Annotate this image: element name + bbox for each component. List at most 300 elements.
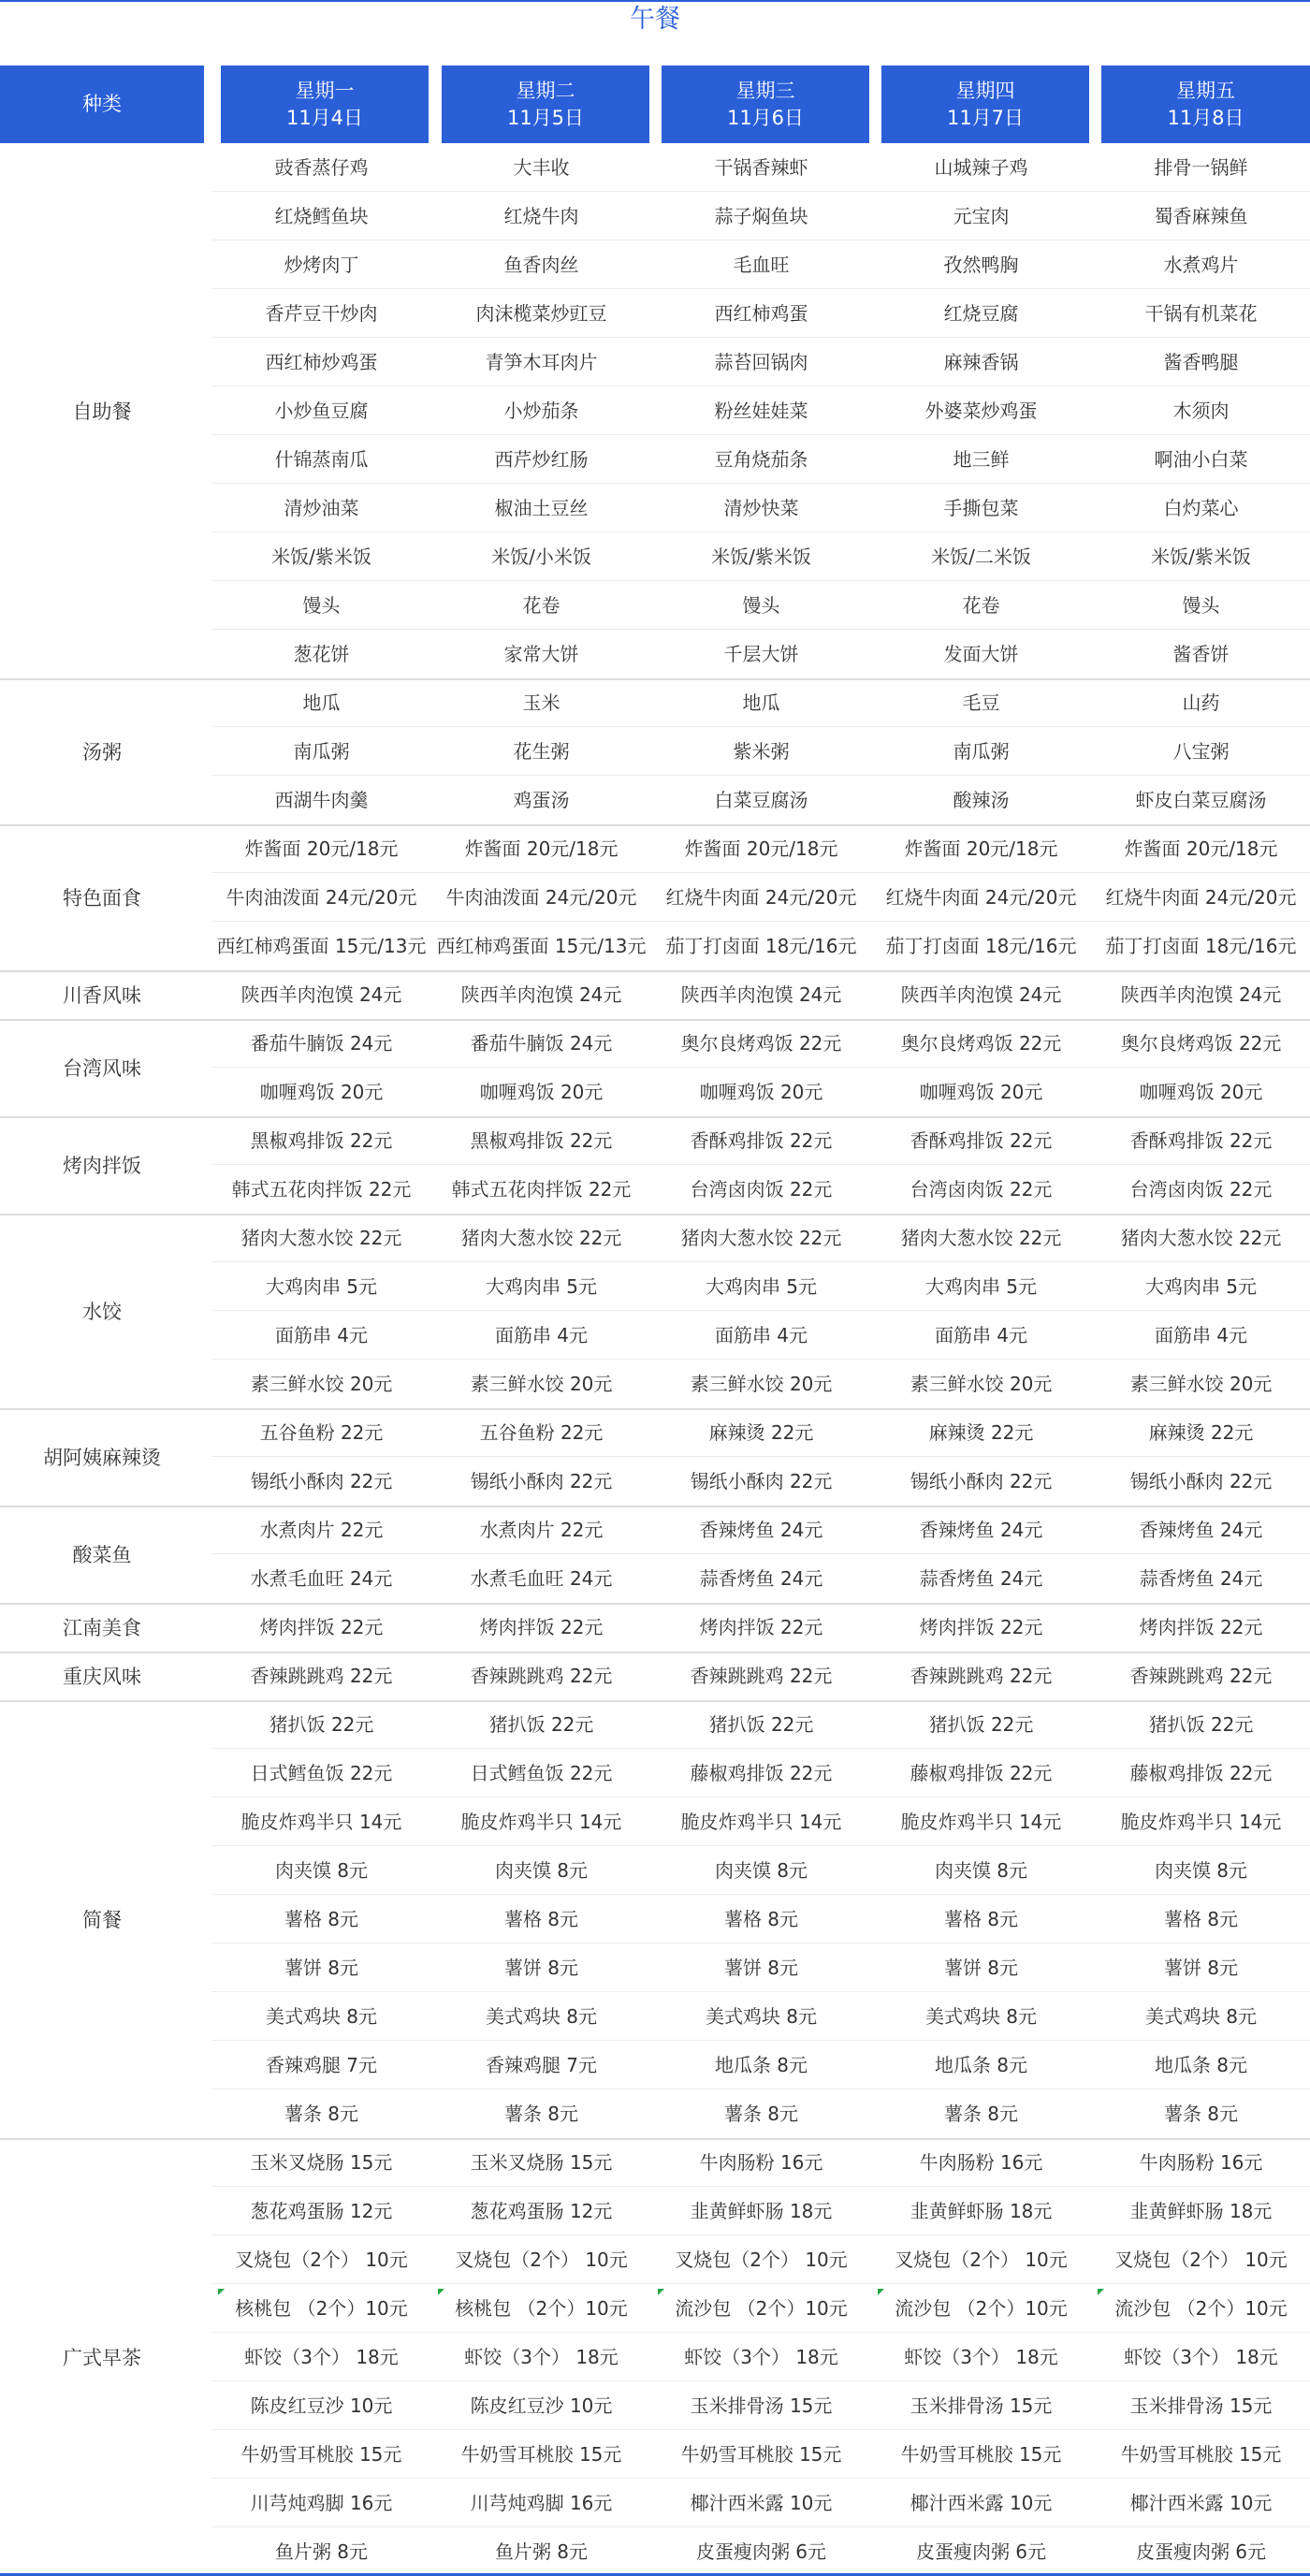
menu-group	[0, 143, 1310, 678]
table-row	[211, 1214, 1310, 1262]
menu-item: 小炒茄条	[503, 400, 579, 422]
table-row	[211, 484, 1310, 532]
category-label: 胡阿姨麻辣烫	[43, 1447, 161, 1469]
menu-item: 炸酱面 20元/18元	[1124, 837, 1278, 860]
menu-item: 水煮肉片 22元	[479, 1519, 604, 1541]
menu-item: 西芹炒红肠	[494, 448, 589, 471]
menu-item: 奥尔良烤鸡饭 22元	[1120, 1032, 1282, 1055]
menu-item: 白菜豆腐汤	[714, 789, 808, 811]
menu-item: 薯格 8元	[1163, 1908, 1239, 1930]
menu-item: 黑椒鸡排饭 22元	[250, 1129, 393, 1152]
header-weekday: 星期一	[295, 79, 355, 102]
menu-item: 脆皮炸鸡半只 14元	[680, 1811, 842, 1833]
menu-item: 素三鲜水饺 20元	[1129, 1373, 1273, 1395]
menu-item: 五谷鱼粉 22元	[479, 1421, 604, 1444]
header-date: 11月4日	[285, 106, 364, 129]
header-date: 11月6日	[726, 106, 805, 129]
menu-item: 麻辣烫 22元	[708, 1421, 814, 1444]
menu-item: 陕西羊肉泡馍 24元	[460, 983, 622, 1006]
menu-item: 虾饺（3个） 18元	[244, 2346, 399, 2368]
menu-item: 韩式五花肉拌饭 22元	[231, 1178, 412, 1201]
table-row	[211, 1019, 1310, 1068]
menu-item: 鱼片粥 8元	[494, 2540, 589, 2563]
menu-item: 西红柿炒鸡蛋	[265, 351, 378, 373]
menu-item: 白灼菜心	[1163, 497, 1239, 519]
menu-item: 葱花鸡蛋肠 12元	[470, 2200, 613, 2222]
menu-item: 发面大饼	[943, 643, 1019, 665]
menu-item: 香酥鸡排饭 22元	[690, 1129, 833, 1152]
menu-item: 虾饺（3个） 18元	[464, 2346, 619, 2368]
menu-item: 薯条 8元	[1163, 2103, 1239, 2125]
menu-item: 烤肉拌饭 22元	[479, 1616, 604, 1638]
menu-item: 玉米排骨汤 15元	[1129, 2394, 1273, 2417]
header-date: 11月7日	[946, 106, 1025, 129]
table-row	[211, 2479, 1310, 2527]
menu-item: 流沙包 （2个）10元	[895, 2297, 1068, 2320]
table-row	[211, 630, 1310, 678]
menu-item: 牛肉肠粉 16元	[1139, 2151, 1263, 2174]
menu-item: 青笋木耳肉片	[485, 351, 598, 373]
menu-item: 脆皮炸鸡半只 14元	[900, 1811, 1062, 1833]
menu-item: 锡纸小酥肉 22元	[1129, 1470, 1273, 1492]
menu-item: 茄丁打卤面 18元/16元	[665, 935, 857, 957]
menu-item: 地瓜	[302, 691, 341, 714]
menu-group	[0, 1603, 1310, 1652]
menu-item: 虾饺（3个） 18元	[684, 2346, 838, 2368]
cell-comment-marker	[658, 2289, 664, 2295]
menu-item: 水煮肉片 22元	[259, 1519, 384, 1541]
menu-group	[0, 1214, 1310, 1408]
menu-item: 香辣烤鱼 24元	[919, 1519, 1043, 1541]
menu-item: 香辣烤鱼 24元	[699, 1519, 823, 1541]
menu-group	[0, 1408, 1310, 1506]
menu-item: 黑椒鸡排饭 22元	[470, 1129, 613, 1152]
menu-item: 藤椒鸡排饭 22元	[1129, 1762, 1273, 1784]
menu-item: 薯条 8元	[723, 2103, 799, 2125]
table-row	[211, 970, 1310, 1019]
menu-item: 蒜香烤鱼 24元	[919, 1567, 1043, 1590]
menu-item: 西红柿鸡蛋	[714, 302, 808, 325]
table-row	[211, 1311, 1310, 1360]
menu-item: 炒烤肉丁	[284, 254, 359, 276]
table-row	[211, 1797, 1310, 1846]
menu-item: 大鸡肉串 5元	[265, 1275, 378, 1298]
menu-group	[0, 678, 1310, 824]
menu-item: 台湾卤肉饭 22元	[690, 1178, 833, 1201]
table-row	[211, 2527, 1310, 2576]
category-label: 特色面食	[63, 887, 141, 910]
menu-item: 薯饼 8元	[723, 1957, 799, 1979]
menu-item: 陈皮红豆沙 10元	[470, 2394, 613, 2417]
menu-item: 麻辣烫 22元	[1148, 1421, 1254, 1444]
menu-item: 牛肉肠粉 16元	[699, 2151, 823, 2174]
header-category	[0, 65, 204, 143]
menu-group	[0, 1506, 1310, 1603]
menu-item: 肉夹馍 8元	[1154, 1859, 1248, 1882]
menu-item: 孜然鸭胸	[943, 254, 1019, 276]
menu-item: 面筋串 4元	[274, 1324, 369, 1346]
menu-item: 咖喱鸡饭 20元	[699, 1081, 823, 1103]
menu-group	[0, 824, 1310, 970]
menu-item: 米饭/紫米饭	[1151, 546, 1251, 568]
menu-item: 蒜香烤鱼 24元	[1139, 1567, 1263, 1590]
menu-item: 牛奶雪耳桃胶 15元	[900, 2443, 1062, 2466]
menu-item: 大鸡肉串 5元	[924, 1275, 1038, 1298]
header-day-1	[221, 65, 429, 143]
menu-item: 大鸡肉串 5元	[1144, 1275, 1258, 1298]
menu-item: 馒头	[302, 594, 341, 617]
header-category-label: 种类	[82, 93, 122, 115]
menu-item: 素三鲜水饺 20元	[910, 1373, 1053, 1395]
menu-item: 薯格 8元	[284, 1908, 359, 1930]
menu-item: 大鸡肉串 5元	[485, 1275, 598, 1298]
table-row	[211, 1846, 1310, 1895]
header-day-4	[881, 65, 1089, 143]
table-row	[211, 873, 1310, 922]
menu-item: 叉烧包（2个） 10元	[235, 2249, 408, 2271]
table-row	[211, 1943, 1310, 1992]
menu-item: 美式鸡块 8元	[485, 2005, 598, 2028]
menu-item: 家常大饼	[503, 643, 579, 665]
menu-item: 山城辣子鸡	[934, 156, 1028, 179]
menu-item: 流沙包 （2个）10元	[675, 2297, 848, 2320]
menu-item: 什锦蒸南瓜	[274, 448, 369, 471]
menu-item: 陈皮红豆沙 10元	[250, 2394, 393, 2417]
header-date: 11月8日	[1167, 106, 1244, 129]
menu-item: 咖喱鸡饭 20元	[919, 1081, 1043, 1103]
menu-item: 薯条 8元	[503, 2103, 579, 2125]
menu-item: 玉米排骨汤 15元	[910, 2394, 1053, 2417]
table-row	[211, 776, 1310, 824]
menu-item: 酱香鸭腿	[1163, 351, 1239, 373]
menu-item: 香辣跳跳鸡 22元	[690, 1665, 833, 1687]
menu-item: 米饭/紫米饭	[271, 546, 371, 568]
menu-item: 美式鸡块 8元	[265, 2005, 378, 2028]
menu-item: 薯格 8元	[943, 1908, 1019, 1930]
header-day-5	[1101, 65, 1310, 143]
menu-item: 香辣鸡腿 7元	[265, 2054, 378, 2076]
category-label: 广式早茶	[63, 2347, 141, 2369]
table-row	[211, 1700, 1310, 1749]
menu-item: 山药	[1182, 691, 1220, 714]
menu-item: 炸酱面 20元/18元	[244, 837, 399, 860]
menu-item: 椰汁西米露 10元	[910, 2492, 1053, 2514]
menu-item: 西湖牛肉羹	[274, 789, 369, 811]
menu-item: 毛豆	[962, 691, 1000, 714]
menu-item: 香酥鸡排饭 22元	[910, 1129, 1053, 1152]
category-label: 自助餐	[72, 400, 132, 423]
menu-item: 美式鸡块 8元	[705, 2005, 818, 2028]
category-label: 酸菜鱼	[72, 1544, 132, 1566]
menu-item: 毛血旺	[733, 254, 790, 276]
menu-item: 素三鲜水饺 20元	[470, 1373, 613, 1395]
category-label: 川香风味	[63, 984, 141, 1007]
menu-item: 薯条 8元	[943, 2103, 1019, 2125]
menu-item: 牛奶雪耳桃胶 15元	[240, 2443, 402, 2466]
menu-table-body	[0, 143, 1310, 2576]
menu-item: 猪扒饭 22元	[708, 1713, 814, 1736]
menu-item: 牛肉油泼面 24元/20元	[445, 886, 637, 909]
menu-item: 陕西羊肉泡馍 24元	[680, 983, 842, 1006]
menu-item: 锡纸小酥肉 22元	[910, 1470, 1053, 1492]
menu-item: 咖喱鸡饭 20元	[259, 1081, 384, 1103]
menu-item: 蒜香烤鱼 24元	[699, 1567, 823, 1590]
menu-item: 八宝粥	[1172, 740, 1230, 763]
category-label: 江南美食	[63, 1617, 141, 1639]
menu-item: 薯条 8元	[284, 2103, 359, 2125]
menu-item: 奥尔良烤鸡饭 22元	[900, 1032, 1062, 1055]
menu-item: 玉米叉烧肠 15元	[250, 2151, 393, 2174]
menu-item: 鸡蛋汤	[513, 789, 570, 811]
menu-group	[0, 1116, 1310, 1214]
table-row	[211, 1360, 1310, 1408]
menu-item: 牛奶雪耳桃胶 15元	[680, 2443, 842, 2466]
cell-comment-marker	[438, 2289, 444, 2295]
menu-item: 猪肉大葱水饺 22元	[900, 1227, 1062, 1249]
table-row	[211, 143, 1310, 192]
menu-item: 玉米叉烧肠 15元	[470, 2151, 613, 2174]
table-row	[211, 2333, 1310, 2381]
menu-item: 千层大饼	[723, 643, 799, 665]
menu-item: 红烧牛肉	[503, 205, 579, 227]
table-row	[211, 532, 1310, 581]
menu-item: 香辣跳跳鸡 22元	[910, 1665, 1053, 1687]
menu-item: 水煮鸡片	[1163, 254, 1239, 276]
table-row	[211, 1457, 1310, 1506]
menu-item: 韭黄鲜虾肠 18元	[690, 2200, 833, 2222]
menu-item: 猪肉大葱水饺 22元	[240, 1227, 402, 1249]
table-row	[211, 1506, 1310, 1554]
menu-item: 肉夹馍 8元	[714, 1859, 808, 1882]
menu-item: 茄丁打卤面 18元/16元	[885, 935, 1077, 957]
menu-item: 鱼香肉丝	[503, 254, 579, 276]
menu-item: 台湾卤肉饭 22元	[910, 1178, 1053, 1201]
menu-item: 茄丁打卤面 18元/16元	[1105, 935, 1297, 957]
menu-item: 馒头	[742, 594, 780, 617]
page-title: 午餐	[630, 5, 680, 34]
menu-group	[0, 1652, 1310, 1700]
cell-comment-marker	[878, 2289, 884, 2295]
menu-item: 花卷	[962, 594, 1000, 617]
menu-item: 玉米	[522, 691, 560, 714]
menu-item: 猪肉大葱水饺 22元	[1120, 1227, 1282, 1249]
menu-item: 烤肉拌饭 22元	[1139, 1616, 1263, 1638]
menu-item: 核桃包 （2个）10元	[455, 2297, 628, 2320]
menu-item: 香辣鸡腿 7元	[485, 2054, 598, 2076]
table-row	[211, 1068, 1310, 1116]
table-row	[211, 2284, 1310, 2333]
menu-item: 叉烧包（2个） 10元	[675, 2249, 848, 2271]
menu-item: 外婆菜炒鸡蛋	[924, 400, 1038, 422]
table-row	[211, 1895, 1310, 1943]
table-row	[211, 2089, 1310, 2138]
menu-item: 猪肉大葱水饺 22元	[680, 1227, 842, 1249]
menu-item: 西红柿鸡蛋面 15元/13元	[436, 935, 647, 957]
menu-item: 锡纸小酥肉 22元	[250, 1470, 393, 1492]
menu-item: 素三鲜水饺 20元	[250, 1373, 393, 1395]
menu-item: 猪肉大葱水饺 22元	[460, 1227, 622, 1249]
category-label: 台湾风味	[63, 1057, 141, 1080]
menu-item: 面筋串 4元	[494, 1324, 589, 1346]
menu-item: 五谷鱼粉 22元	[259, 1421, 384, 1444]
menu-item: 炸酱面 20元/18元	[684, 837, 838, 860]
menu-item: 川芎炖鸡脚 16元	[250, 2492, 393, 2514]
category-label: 简餐	[82, 1909, 122, 1931]
table-row	[211, 386, 1310, 435]
menu-item: 炸酱面 20元/18元	[904, 837, 1058, 860]
menu-item: 花卷	[522, 594, 560, 617]
menu-item: 花生粥	[513, 740, 570, 763]
menu-item: 小炒鱼豆腐	[274, 400, 369, 422]
menu-item: 锡纸小酥肉 22元	[690, 1470, 833, 1492]
menu-item: 咖喱鸡饭 20元	[479, 1081, 604, 1103]
menu-item: 日式鳕鱼饭 22元	[470, 1762, 613, 1784]
menu-item: 南瓜粥	[953, 740, 1010, 763]
menu-item: 烤肉拌饭 22元	[919, 1616, 1043, 1638]
menu-item: 脆皮炸鸡半只 14元	[1120, 1811, 1282, 1833]
menu-item: 牛奶雪耳桃胶 15元	[1120, 2443, 1282, 2466]
table-row	[211, 2381, 1310, 2430]
menu-item: 番茄牛腩饭 24元	[470, 1032, 613, 1055]
table-row	[211, 1603, 1310, 1652]
menu-item: 地瓜条 8元	[934, 2054, 1028, 2076]
menu-item: 虾饺（3个） 18元	[904, 2346, 1058, 2368]
menu-item: 脆皮炸鸡半只 14元	[460, 1811, 622, 1833]
menu-item: 日式鳕鱼饭 22元	[250, 1762, 393, 1784]
menu-item: 红烧牛肉面 24元/20元	[1105, 886, 1297, 909]
menu-item: 蒜子焖鱼块	[714, 205, 808, 227]
category-label: 重庆风味	[63, 1666, 141, 1688]
menu-item: 韭黄鲜虾肠 18元	[1129, 2200, 1273, 2222]
menu-item: 薯饼 8元	[284, 1957, 359, 1979]
menu-item: 肉夹馍 8元	[934, 1859, 1028, 1882]
menu-item: 椒油土豆丝	[494, 497, 589, 519]
menu-item: 香辣跳跳鸡 22元	[250, 1665, 393, 1687]
table-row	[211, 2430, 1310, 2479]
header-weekday: 星期五	[1176, 79, 1235, 102]
menu-item: 酱香饼	[1172, 643, 1230, 665]
menu-item: 陕西羊肉泡馍 24元	[1120, 983, 1282, 1006]
menu-item: 粉丝娃娃菜	[714, 400, 808, 422]
menu-item: 米饭/紫米饭	[711, 546, 811, 568]
table-row	[211, 1262, 1310, 1311]
menu-item: 烤肉拌饭 22元	[699, 1616, 823, 1638]
menu-item: 肉夹馍 8元	[274, 1859, 369, 1882]
table-row	[211, 824, 1310, 873]
table-row	[211, 435, 1310, 484]
table-row	[211, 922, 1310, 970]
table-row	[211, 1408, 1310, 1457]
menu-item: 炸酱面 20元/18元	[464, 837, 619, 860]
table-row	[211, 289, 1310, 338]
menu-item: 大丰收	[513, 156, 570, 179]
menu-item: 椰汁西米露 10元	[1129, 2492, 1273, 2514]
table-row	[211, 2235, 1310, 2284]
menu-item: 葱花鸡蛋肠 12元	[250, 2200, 393, 2222]
menu-item: 香辣跳跳鸡 22元	[470, 1665, 613, 1687]
menu-item: 烤肉拌饭 22元	[259, 1616, 384, 1638]
menu-item: 馒头	[1182, 594, 1220, 617]
table-row	[211, 192, 1310, 240]
menu-item: 干锅有机菜花	[1144, 302, 1258, 325]
menu-item: 核桃包 （2个）10元	[235, 2297, 408, 2320]
menu-item: 叉烧包（2个） 10元	[455, 2249, 628, 2271]
menu-item: 牛肉肠粉 16元	[919, 2151, 1043, 2174]
menu-item: 叉烧包（2个） 10元	[895, 2249, 1068, 2271]
menu-item: 面筋串 4元	[934, 1324, 1028, 1346]
menu-item: 椰汁西米露 10元	[690, 2492, 833, 2514]
menu-item: 薯饼 8元	[943, 1957, 1019, 1979]
menu-item: 肉夹馍 8元	[494, 1859, 589, 1882]
header-day-2	[442, 65, 649, 143]
menu-item: 薯格 8元	[723, 1908, 799, 1930]
menu-item: 肉沫榄菜炒豇豆	[475, 302, 607, 325]
table-row	[211, 678, 1310, 727]
table-row	[211, 1992, 1310, 2041]
menu-item: 米饭/二米饭	[931, 546, 1031, 568]
table-row	[211, 2041, 1310, 2089]
menu-item: 韭黄鲜虾肠 18元	[910, 2200, 1053, 2222]
menu-item: 皮蛋瘦肉粥 6元	[1135, 2540, 1267, 2563]
header-date: 11月5日	[506, 106, 585, 129]
menu-item: 地瓜条 8元	[1154, 2054, 1248, 2076]
menu-item: 麻辣香锅	[943, 351, 1019, 373]
menu-item: 香辣烤鱼 24元	[1139, 1519, 1263, 1541]
table-row	[211, 1749, 1310, 1797]
menu-item: 咖喱鸡饭 20元	[1139, 1081, 1263, 1103]
header-weekday: 星期四	[955, 79, 1015, 102]
menu-item: 排骨一锅鲜	[1154, 156, 1248, 179]
menu-item: 红烧牛肉面 24元/20元	[665, 886, 857, 909]
menu-item: 酸辣汤	[953, 789, 1010, 811]
menu-item: 薯饼 8元	[1163, 1957, 1239, 1979]
menu-item: 地瓜条 8元	[714, 2054, 808, 2076]
table-row	[211, 1554, 1310, 1603]
header-day-3	[662, 65, 869, 143]
menu-item: 香酥鸡排饭 22元	[1129, 1129, 1273, 1152]
menu-item: 南瓜粥	[293, 740, 350, 763]
menu-item: 美式鸡块 8元	[1144, 2005, 1258, 2028]
table-row	[211, 1116, 1310, 1165]
menu-item: 猪扒饭 22元	[269, 1713, 374, 1736]
category-label: 汤粥	[82, 741, 122, 764]
menu-item: 锡纸小酥肉 22元	[470, 1470, 613, 1492]
menu-item: 脆皮炸鸡半只 14元	[240, 1811, 402, 1833]
menu-item: 水煮毛血旺 24元	[470, 1567, 613, 1590]
menu-item: 手撕包菜	[943, 497, 1019, 519]
menu-item: 薯饼 8元	[503, 1957, 579, 1979]
menu-item: 蒜苔回锅肉	[714, 351, 808, 373]
menu-item: 面筋串 4元	[1154, 1324, 1248, 1346]
menu-item: 香辣跳跳鸡 22元	[1129, 1665, 1273, 1687]
menu-item: 牛奶雪耳桃胶 15元	[460, 2443, 622, 2466]
menu-item: 皮蛋瘦肉粥 6元	[695, 2540, 827, 2563]
menu-item: 清炒油菜	[284, 497, 359, 519]
menu-item: 番茄牛腩饭 24元	[250, 1032, 393, 1055]
menu-item: 陕西羊肉泡馍 24元	[240, 983, 402, 1006]
menu-item: 西红柿鸡蛋面 15元/13元	[216, 935, 427, 957]
menu-item: 木须肉	[1172, 400, 1230, 422]
table-header	[0, 65, 1310, 143]
menu-group	[0, 1019, 1310, 1116]
menu-item: 韩式五花肉拌饭 22元	[451, 1178, 632, 1201]
menu-item: 地三鲜	[953, 448, 1010, 471]
menu-item: 流沙包 （2个）10元	[1114, 2297, 1288, 2320]
menu-item: 面筋串 4元	[714, 1324, 808, 1346]
table-row	[211, 581, 1310, 630]
table-row	[211, 1165, 1310, 1214]
menu-item: 豉香蒸仔鸡	[274, 156, 369, 179]
